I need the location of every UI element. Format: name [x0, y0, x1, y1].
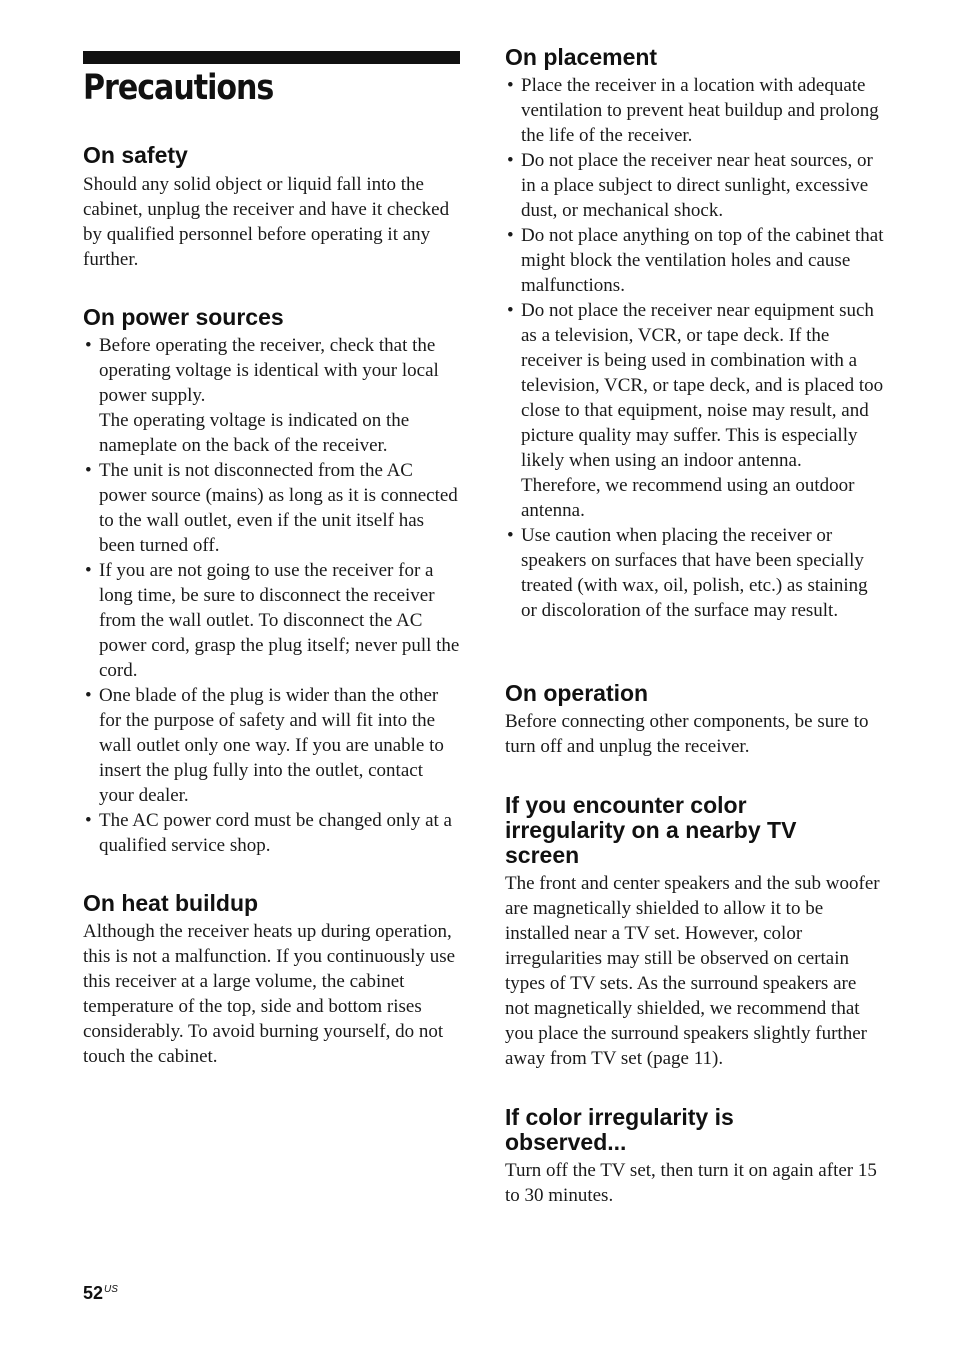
placement-list	[505, 73, 885, 623]
section-heading: On safety	[83, 142, 188, 168]
page-number-suffix: US	[104, 1284, 118, 1295]
section-on-power-sources	[83, 305, 461, 858]
section-if-observed	[505, 1105, 885, 1208]
list-item: • The AC power cord must be changed only at a qualified service shop.	[83, 808, 461, 858]
list-item: • Use caution when placing the receiver or speakers on surfaces that have been specially treated (with wax, oil, polish, etc.) as staining or discoloration of the surface may result.	[505, 523, 885, 623]
power-sources-list	[83, 333, 461, 858]
section-on-placement	[505, 45, 885, 623]
section-heading: On heat buildup	[83, 890, 259, 916]
page-title: Precautions	[83, 68, 274, 108]
section-heading: If you encounter color irregularity on a nearby TV screen	[505, 792, 797, 868]
section-heading: On placement	[505, 44, 658, 70]
page-number-value: 52	[83, 1283, 104, 1303]
list-item: • The unit is not disconnected from the AC power source (mains) as long as it is connected to the wall outlet, even if the unit itself has been turned off.	[83, 458, 461, 558]
section-body: Turn off the TV set, then turn it on again after 15 to 30 minutes.	[505, 1160, 877, 1206]
list-item: • One blade of the plug is wider than the other for the purpose of safety and will fit into the wall outlet only one way. If you are unable to insert the plug fully into the outlet, contact your dealer.	[83, 683, 461, 808]
section-body: Before connecting other components, be sure to turn off and unplug the receiver.	[505, 711, 869, 757]
list-item: • Do not place anything on top of the cabinet that might block the ventilation holes and cause malfunctions.	[505, 223, 885, 298]
section-on-heat-buildup	[83, 891, 461, 1069]
list-item-text: Before operating the receiver, check that the operating voltage is identical with your local power supply.	[99, 335, 439, 406]
list-item: • Do not place the receiver near equipment such as a television, VCR, or tape deck. If the receiver is being used in combination with a television, VCR, or tape deck, and is placed too close to that equipment, noise may result, and picture quality may suffer. This is especially likely when using an indoor antenna. Therefore, we recommend using an outdoor antenna.	[505, 298, 885, 523]
section-heading: On power sources	[83, 304, 284, 330]
section-body: Although the receiver heats up during operation, this is not a malfunction. If you continuously use this receiver at a large volume, the cabinet temperature of the top, side and bottom rises considerably. To avoid burning yourself, do not touch the cabinet.	[83, 921, 456, 1067]
section-on-operation	[505, 681, 885, 759]
section-heading: On operation	[505, 680, 649, 706]
list-item: • If you are not going to use the receiver for a long time, be sure to disconnect the receiver from the wall outlet. To disconnect the AC power cord, grasp the plug itself; never pull the cord.	[83, 558, 461, 683]
title-rule	[83, 51, 460, 64]
list-item: • Do not place the receiver near heat sources, or in a place subject to direct sunlight, excessive dust, or mechanical shock.	[505, 148, 885, 223]
section-heading: If color irregularity is observed...	[505, 1104, 734, 1155]
list-item-extra: The operating voltage is indicated on the nameplate on the back of the receiver.	[99, 410, 410, 456]
list-item	[83, 333, 461, 458]
list-item: • Place the receiver in a location with adequate ventilation to prevent heat buildup and prolong the life of the receiver.	[505, 73, 885, 148]
page-number	[83, 1282, 118, 1304]
section-color-irregularity	[505, 793, 885, 1071]
section-on-safety	[83, 143, 461, 272]
section-body: Should any solid object or liquid fall into the cabinet, unplug the receiver and have it checked by qualified personnel before operating it any further.	[83, 174, 450, 270]
section-body: The front and center speakers and the sub woofer are magnetically shielded to allow it to be installed near a TV set. However, color irregularities may still be observed on certain types of TV sets. As the surround speakers are not magnetically shielded, we recommend that you place the surround speakers slightly further away from TV set (page 11).	[505, 873, 880, 1069]
